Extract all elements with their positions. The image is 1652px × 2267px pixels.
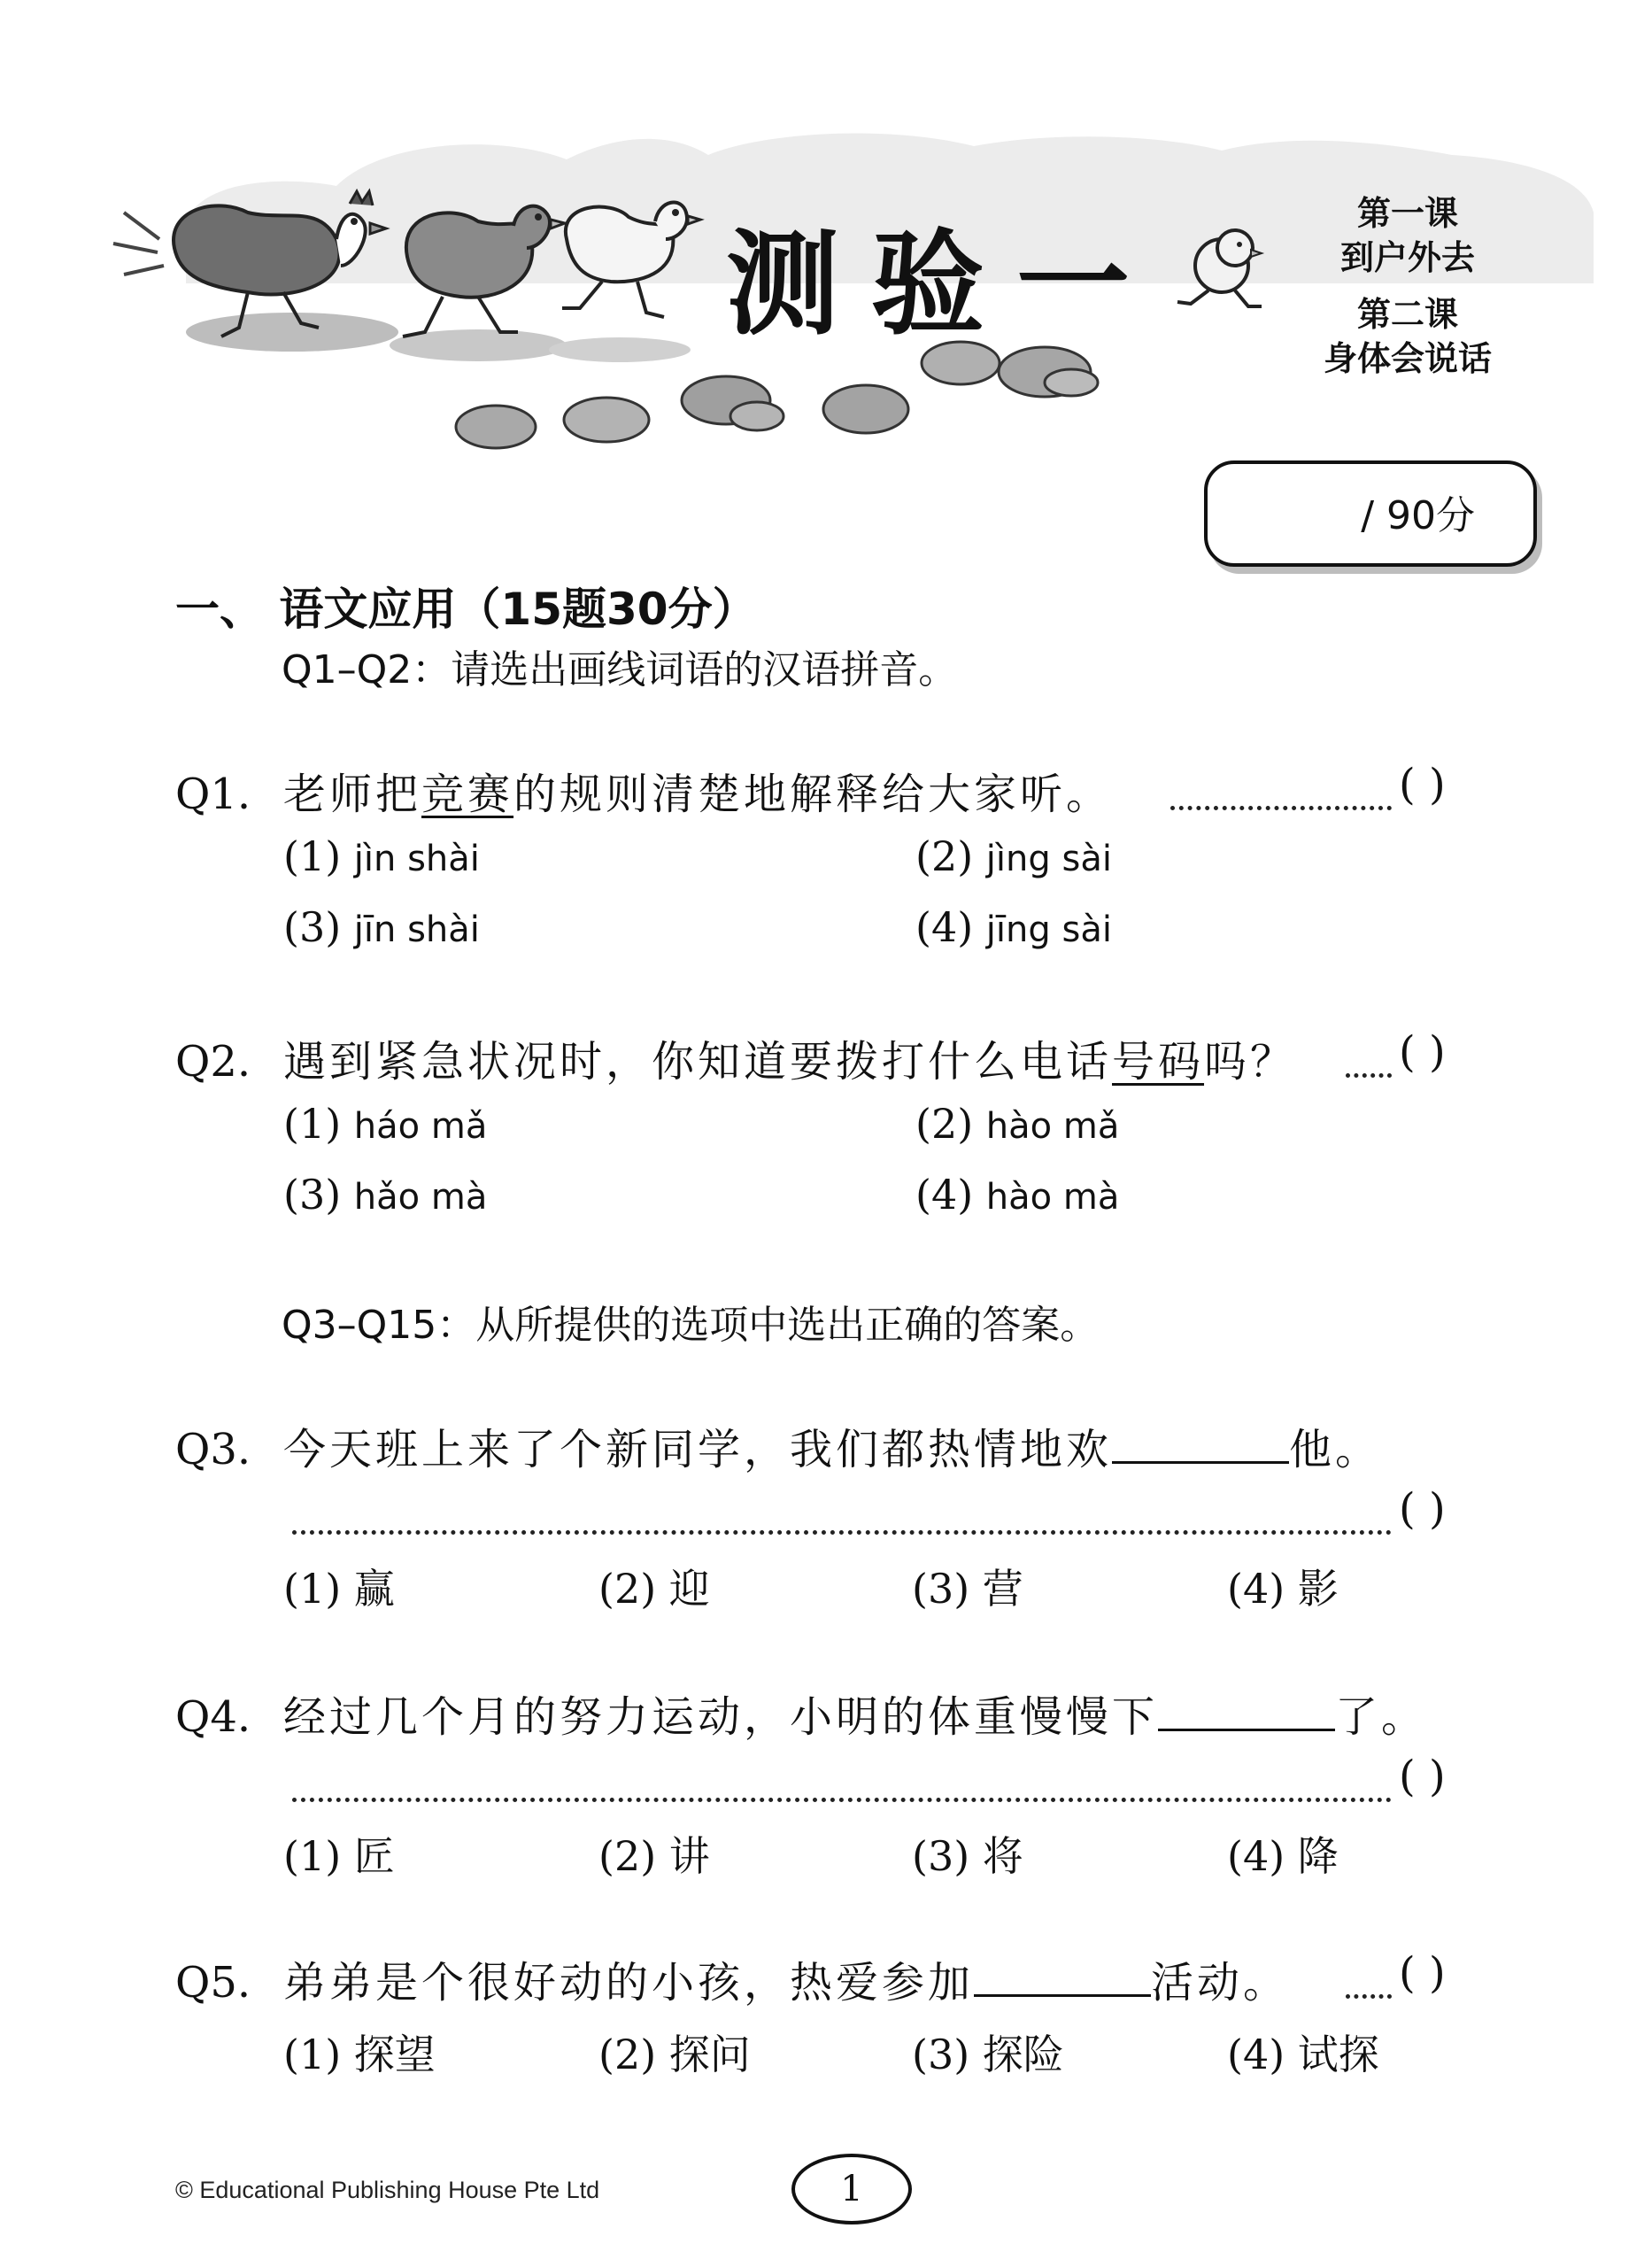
option-2[interactable]: (2) 迎: [598, 1565, 710, 1613]
underlined-word: 号码: [1112, 1037, 1205, 1087]
option-3[interactable]: (3) jīn shài: [283, 903, 480, 951]
option-4[interactable]: (4) 试探: [1227, 2031, 1379, 2078]
question-text: 遇到紧急状况时，你知道要拨打什么电话: [283, 1037, 1113, 1087]
option-4[interactable]: (4) hào mà: [915, 1171, 1120, 1219]
page-number: 1: [791, 2154, 912, 2224]
fill-blank-line[interactable]: [1112, 1426, 1289, 1464]
rock: [1045, 369, 1098, 396]
question-q2: [175, 1027, 1296, 1088]
option-1[interactable]: (1) 匠: [283, 1832, 395, 1880]
answer-leader-dots: [1346, 1994, 1392, 1999]
lesson-1-number: 第一课: [1356, 194, 1458, 233]
fill-blank-line[interactable]: [974, 1959, 1151, 1997]
question-number: Q3.: [175, 1425, 251, 1474]
rock: [456, 406, 536, 448]
question-text: 他。: [1289, 1425, 1382, 1474]
answer-leader-dots: [292, 1798, 1392, 1802]
answer-blank[interactable]: ( ): [1399, 760, 1446, 809]
rock: [564, 398, 649, 442]
question-q4: [175, 1683, 1427, 1744]
lesson-2-number: 第二课: [1356, 295, 1458, 334]
question-number: Q4.: [175, 1692, 251, 1742]
lesson-2-name: 身体会说话: [1323, 339, 1492, 378]
question-text: 今天班上来了个新同学，我们都热情地欢: [283, 1425, 1113, 1474]
option-3[interactable]: (3) 营: [912, 1565, 1023, 1613]
answer-blank[interactable]: ( ): [1399, 1948, 1446, 1998]
question-q5: [175, 1948, 1289, 2009]
option-2[interactable]: (2) jìng sài: [915, 832, 1112, 880]
question-number: Q5.: [175, 1958, 251, 2008]
question-text: 吗？: [1204, 1037, 1297, 1087]
option-3[interactable]: (3) hǎo mà: [283, 1171, 488, 1219]
option-3[interactable]: (3) 探险: [912, 2031, 1064, 2078]
answer-leader-dots: [1170, 806, 1392, 810]
option-1[interactable]: (1) jìn shài: [283, 832, 480, 880]
rock: [823, 385, 908, 433]
ground-shadow: [186, 313, 398, 352]
question-text: 老师把: [283, 770, 422, 819]
answer-blank[interactable]: ( ): [1399, 1027, 1446, 1077]
question-number: Q2.: [175, 1037, 251, 1087]
answer-leader-dots: [1346, 1073, 1392, 1078]
option-2[interactable]: (2) 讲: [598, 1832, 710, 1880]
answer-blank[interactable]: ( ): [1399, 1484, 1446, 1534]
option-1[interactable]: (1) 探望: [283, 2031, 436, 2078]
underlined-word: 竞赛: [421, 770, 514, 819]
rock: [730, 402, 784, 430]
fill-blank-line[interactable]: [1158, 1693, 1335, 1731]
page-title: 测验一: [726, 218, 1162, 351]
lesson-1-name: 到户外去: [1339, 238, 1475, 277]
question-text: 弟弟是个很好动的小孩，热爱参加: [283, 1958, 975, 2008]
option-1[interactable]: (1) 赢: [283, 1565, 395, 1613]
question-text: 经过几个月的努力运动，小明的体重慢慢下: [283, 1692, 1159, 1742]
option-4[interactable]: (4) jīng sài: [915, 903, 1112, 951]
section-title: 一、 语文应用（15题30分）: [175, 584, 757, 635]
option-4[interactable]: (4) 影: [1227, 1565, 1339, 1613]
lesson-info: [1301, 191, 1514, 381]
instruction-q1-q2: Q1–Q2：请选出画线词语的汉语拼音。: [282, 647, 958, 692]
option-2[interactable]: (2) hào mǎ: [915, 1100, 1120, 1148]
answer-leader-dots: [292, 1530, 1392, 1535]
score-box: [1204, 460, 1537, 567]
ground-shadow: [549, 337, 691, 362]
question-text: 活动。: [1151, 1958, 1290, 2008]
score-total: / 90分: [1361, 493, 1475, 538]
option-2[interactable]: (2) 探问: [598, 2031, 751, 2078]
answer-blank[interactable]: ( ): [1399, 1752, 1446, 1801]
question-q3: [175, 1415, 1381, 1476]
instruction-q3-q15: Q3–Q15：从所提供的选项中选出正确的答案。: [282, 1303, 1100, 1348]
copyright-notice: © Educational Publishing House Pte Ltd: [175, 2177, 600, 2203]
question-number: Q1.: [175, 770, 251, 819]
option-3[interactable]: (3) 将: [912, 1832, 1023, 1880]
question-text: 了。: [1335, 1692, 1428, 1742]
option-1[interactable]: (1) háo mǎ: [283, 1100, 488, 1148]
question-text: 的规则清楚地解释给大家听。: [513, 770, 1113, 819]
option-4[interactable]: (4) 降: [1227, 1832, 1339, 1880]
question-q1: [175, 760, 1112, 821]
